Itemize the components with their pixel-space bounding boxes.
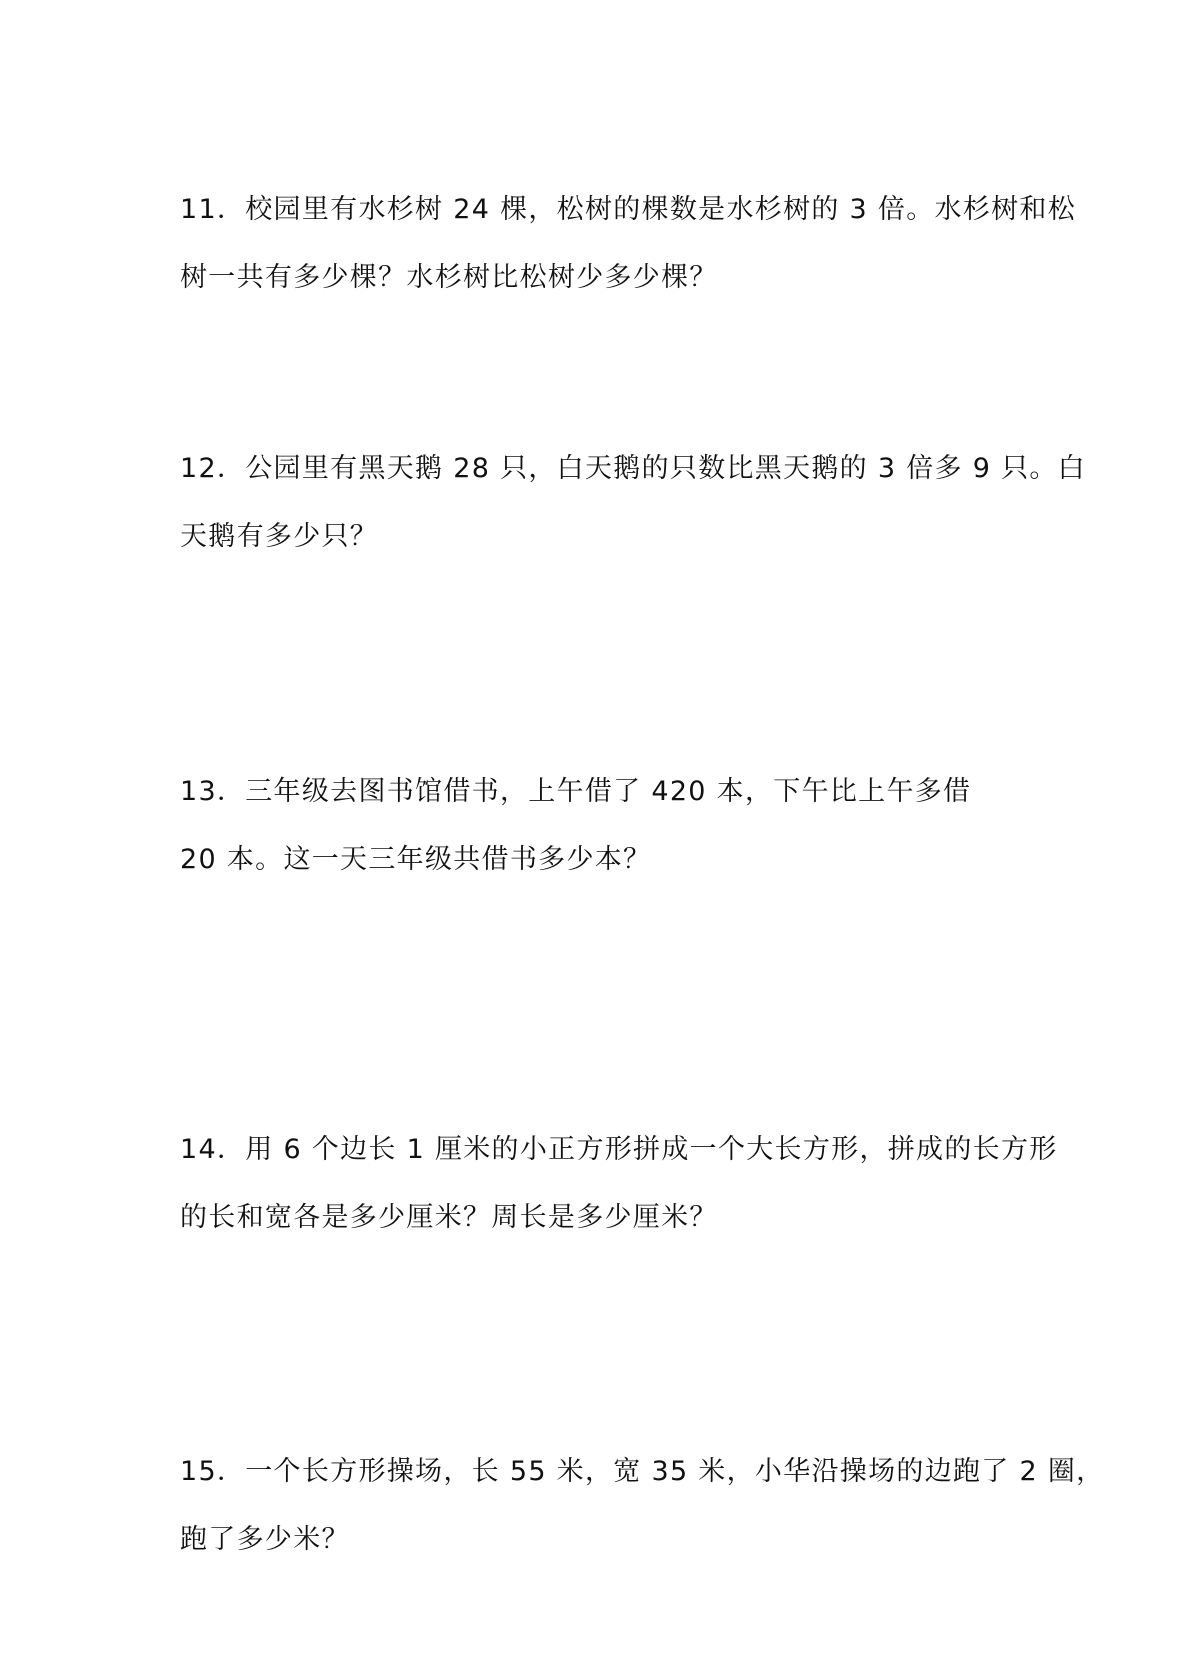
problem-12-line-2: 天鹅有多少只？ [180,521,379,552]
problem-13-line-1: 13．三年级去图书馆借书，上午借了 420 本，下午比上午多借 [180,776,972,807]
problem-14-line-2: 的长和宽各是多少厘米？周长是多少厘米？ [180,1202,718,1233]
problem-12-line-1: 12．公园里有黑天鹅 28 只，白天鹅的只数比黑天鹅的 3 倍多 9 只。白 [180,453,1086,484]
problem-14-line-1: 14．用 6 个边长 1 厘米的小正方形拼成一个大长方形，拼成的长方形 [180,1134,1058,1165]
problem-15-line-1: 15．一个长方形操场，长 55 米，宽 35 米，小华沿操场的边跑了 2 圈， [180,1456,1105,1487]
problem-11-line-2: 树一共有多少棵？水杉树比松树少多少棵？ [180,262,718,293]
problem-13-line-2: 20 本。这一天三年级共借书多少本？ [180,844,652,875]
problem-11-line-1: 11．校园里有水杉树 24 棵，松树的棵数是水杉树的 3 倍。水杉树和松 [180,194,1077,225]
problem-15-line-2: 跑了多少米？ [180,1524,350,1555]
